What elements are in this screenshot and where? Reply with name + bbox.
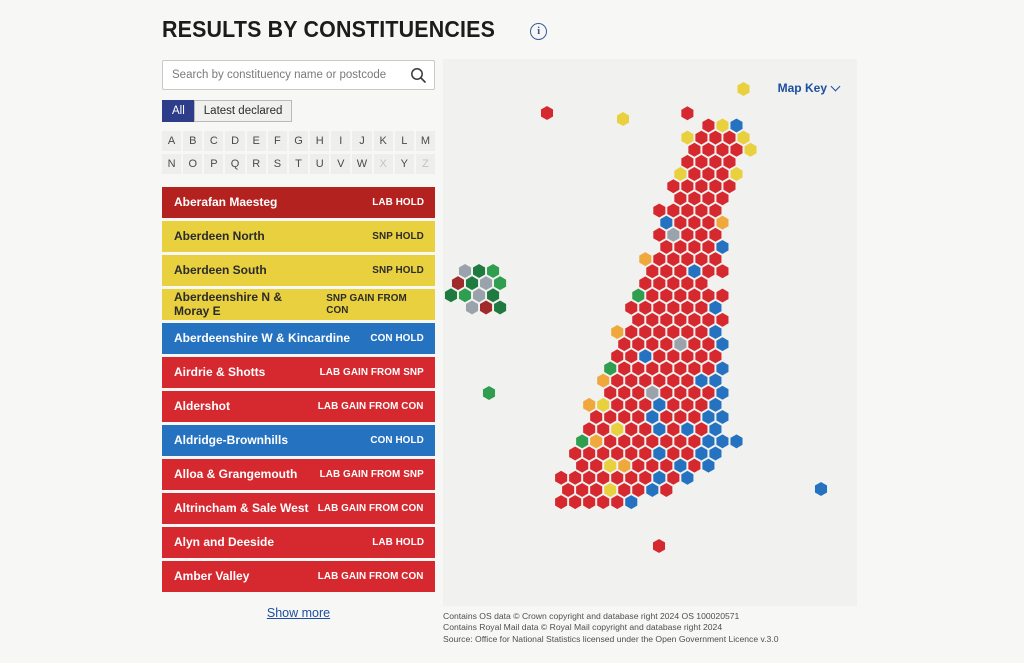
alpha-cell-e[interactable]: E (247, 131, 266, 151)
table-row[interactable] (162, 357, 435, 388)
status-badge: SNP HOLD (372, 230, 424, 243)
table-row[interactable] (162, 187, 435, 218)
status-badge: SNP HOLD (372, 264, 424, 277)
status-badge: LAB GAIN FROM SNP (319, 366, 424, 379)
search-box[interactable] (162, 60, 435, 90)
alpha-cell-x: X (374, 154, 393, 174)
constituency-name: Alyn and Deeside (174, 535, 275, 550)
constituency-name: Alloa & Grangemouth (174, 467, 298, 482)
alpha-cell-m[interactable]: M (416, 131, 435, 151)
constituency-name: Aberdeen North (174, 229, 265, 244)
alpha-cell-l[interactable]: L (395, 131, 414, 151)
attribution-line-2: Contains Royal Mail data © Royal Mail copyright and database right 2024 (443, 622, 723, 633)
alpha-cell-s[interactable]: S (268, 154, 287, 174)
alpha-cell-y[interactable]: Y (395, 154, 414, 174)
page-header (162, 16, 547, 43)
constituency-name: Aldridge-Brownhills (174, 433, 288, 448)
alpha-cell-q[interactable]: Q (225, 154, 244, 174)
status-badge: CON HOLD (370, 434, 424, 447)
constituency-name: Aberafan Maesteg (174, 195, 278, 210)
table-row[interactable] (162, 289, 435, 320)
alpha-cell-f[interactable]: F (268, 131, 287, 151)
map-attribution (443, 611, 779, 645)
table-row[interactable] (162, 255, 435, 286)
alpha-cell-j[interactable]: J (352, 131, 371, 151)
attribution-line-1: Contains OS data © Crown copyright and database right 2024 OS 100020571 (443, 611, 740, 621)
alpha-cell-g[interactable]: G (289, 131, 308, 151)
table-row[interactable] (162, 391, 435, 422)
status-badge: LAB GAIN FROM CON (318, 570, 424, 583)
map-key-label: Map Key (777, 81, 827, 95)
alphabet-row-2 (162, 154, 435, 174)
show-more-button[interactable]: Show more (266, 605, 331, 620)
tab-all[interactable]: All (162, 100, 194, 122)
filter-toggle-group (162, 100, 435, 122)
alpha-cell-p[interactable]: P (204, 154, 223, 174)
status-badge: LAB HOLD (372, 536, 424, 549)
constituency-results-panel (162, 60, 435, 620)
constituency-name: Airdrie & Shotts (174, 365, 266, 380)
status-badge: LAB GAIN FROM CON (318, 400, 424, 413)
alpha-cell-i[interactable]: I (331, 131, 350, 151)
table-row[interactable] (162, 561, 435, 592)
alpha-cell-c[interactable]: C (204, 131, 223, 151)
alpha-cell-z: Z (416, 154, 435, 174)
status-badge: SNP GAIN FROM CON (326, 292, 407, 317)
alpha-cell-h[interactable]: H (310, 131, 329, 151)
alphabet-filter (162, 131, 435, 174)
search-input[interactable] (163, 61, 434, 89)
alpha-cell-d[interactable]: D (225, 131, 244, 151)
constituency-name: Aberdeenshire W & Kincardine (174, 331, 351, 346)
alpha-cell-n[interactable]: N (162, 154, 181, 174)
alpha-cell-b[interactable]: B (183, 131, 202, 151)
alpha-cell-w[interactable]: W (352, 154, 371, 174)
status-badge: CON HOLD (370, 332, 424, 345)
constituency-name: Amber Valley (174, 569, 250, 584)
info-icon[interactable]: i (530, 23, 547, 40)
status-badge: LAB GAIN FROM CON (318, 502, 424, 515)
table-row[interactable] (162, 527, 435, 558)
alpha-cell-r[interactable]: R (247, 154, 266, 174)
alpha-cell-u[interactable]: U (310, 154, 329, 174)
status-badge: LAB GAIN FROM SNP (319, 468, 424, 481)
constituency-result-list (162, 187, 435, 592)
table-row[interactable] (162, 493, 435, 524)
constituency-name: Aldershot (174, 399, 231, 414)
page-title: RESULTS BY CONSTITUENCIES (162, 16, 496, 42)
constituency-name: Altrincham & Sale West (174, 501, 309, 516)
alpha-cell-t[interactable]: T (289, 154, 308, 174)
tab-latest-declared[interactable]: Latest declared (194, 100, 293, 122)
alpha-cell-k[interactable]: K (374, 131, 393, 151)
attribution-line-3: Source: Office for National Statistics licensed under the Open Government Licence v.3.0 (443, 633, 779, 644)
hex-map-panel[interactable] (443, 59, 857, 606)
alpha-cell-a[interactable]: A (162, 131, 181, 151)
alphabet-row-1 (162, 131, 435, 151)
table-row[interactable] (162, 459, 435, 490)
search-icon[interactable] (410, 67, 427, 84)
table-row[interactable] (162, 323, 435, 354)
alpha-cell-o[interactable]: O (183, 154, 202, 174)
constituency-name: Aberdeenshire N & Moray E (174, 290, 283, 319)
table-row[interactable] (162, 221, 435, 252)
alpha-cell-v[interactable]: V (331, 154, 350, 174)
constituency-name: Aberdeen South (174, 263, 267, 278)
uk-constituency-hex-map[interactable] (443, 59, 857, 606)
table-row[interactable] (162, 425, 435, 456)
status-badge: LAB HOLD (372, 196, 424, 209)
